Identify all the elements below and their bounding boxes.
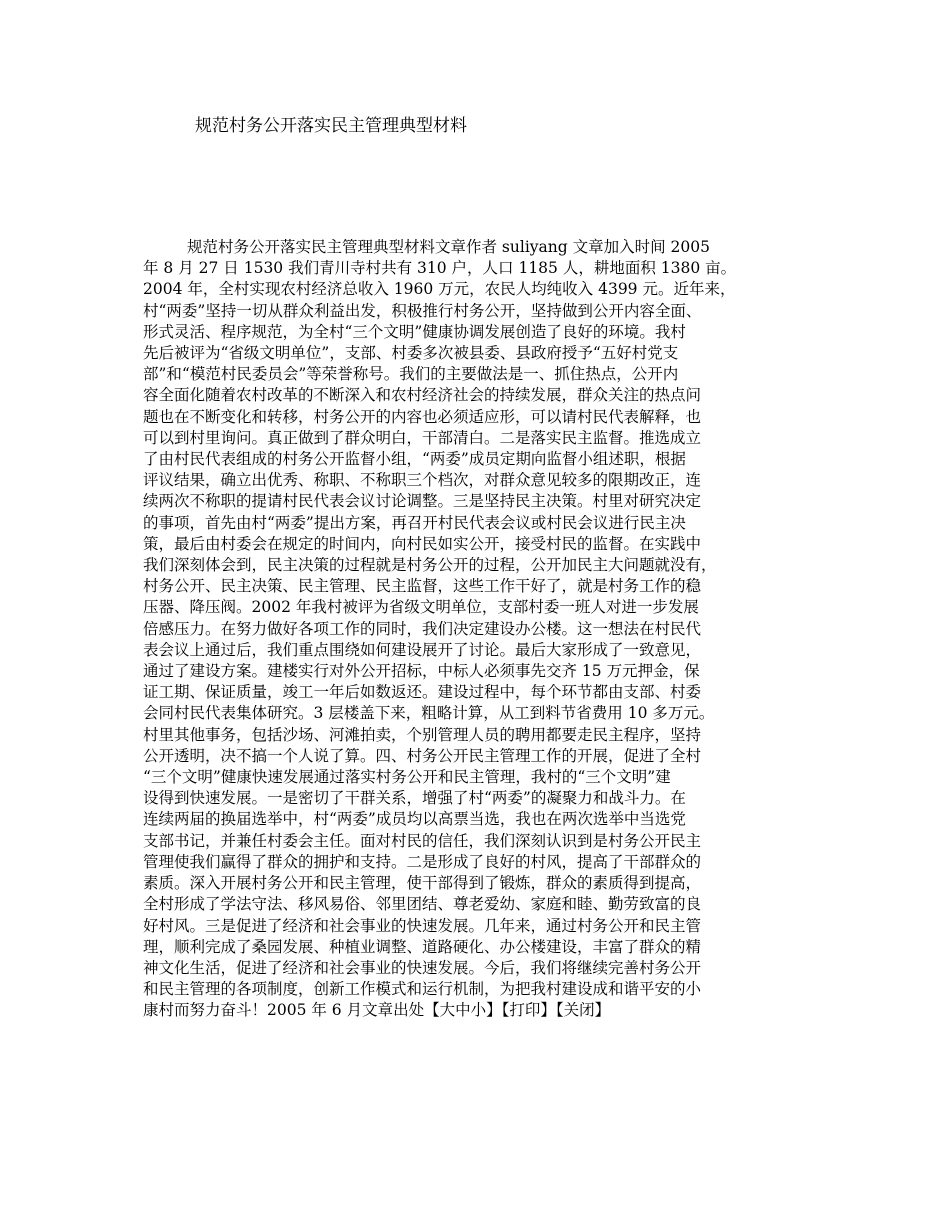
body-line: 村“两委”坚持一切从群众利益出发，积极推行村务公开，坚持做到公开内容全面、 [143, 301, 702, 320]
body-line: 全村形成了学法守法、移风易俗、邻里团结、尊老爱幼、家庭和睦、勤劳致富的良 [143, 895, 702, 914]
document-body [143, 237, 823, 1022]
body-line: 规范村务公开落实民主管理典型材料文章作者 suliyang 文章加入时间 2005 [187, 238, 710, 256]
body-line: 村里其他事务，包括沙场、河滩拍卖，个别管理人员的聘用都要走民主程序，坚持 [143, 725, 702, 744]
body-line: 容全面化随着农村改革的不断深入和农村经济社会的持续发展，群众关注的热点问 [143, 386, 702, 405]
body-line: 证工期、保证质量，竣工一年后如数返还。建设过程中，每个环节都由支部、村委 [143, 683, 702, 702]
body-line: 会同村民代表集体研究。3 层楼盖下来，粗略计算，从工到料节省费用 10 多万元。 [143, 704, 715, 723]
body-line: 的事项，首先由村“两委”提出方案，再召开村民代表会议或村民会议进行民主决 [143, 513, 686, 532]
body-line: 了由村民代表组成的村务公开监督小组，“两委”成员定期向监督小组述职，根据 [143, 450, 686, 469]
body-line: 压器、降压阀。2002 年我村被评为省级文明单位，支部村委一班人对进一步发展 [143, 598, 699, 617]
body-line: 好村风。三是促进了经济和社会事业的快速发展。几年来，通过村务公开和民主管 [143, 916, 702, 935]
body-line: 理，顺利完成了桑园发展、种植业调整、道路硬化、办公楼建设，丰富了群众的精 [143, 937, 702, 956]
body-line: 部”和“模范村民委员会”等荣誉称号。我们的主要做法是一、抓住热点，公开内 [143, 365, 679, 384]
body-line: 支部书记，并兼任村委会主任。面对村民的信任，我们深刻认识到是村务公开民主 [143, 831, 702, 850]
body-line: 先后被评为“省级文明单位”，支部、村委多次被县委、县政府授予“五好村党支 [143, 344, 679, 363]
body-line: 村务公开、民主决策、民主管理、民主监督，这些工作干好了，就是村务工作的稳 [143, 577, 702, 596]
body-line: 康村而努力奋斗！2005 年 6 月文章出处【大中小】【打印】【关闭】 [143, 1001, 611, 1020]
body-line: 策，最后由村委会在规定的时间内，向村民如实公开，接受村民的监督。在实践中 [143, 534, 702, 553]
body-line: 设得到快速发展。一是密切了干群关系，增强了村“两委”的凝聚力和战斗力。在 [143, 789, 686, 808]
document-title: 规范村务公开落实民主管理典型材料 [195, 116, 467, 136]
body-line: “三个文明”健康快速发展通过落实村务公开和民主管理，我村的“三个文明”建 [143, 768, 671, 787]
body-line: 2004 年，全村实现农村经济总收入 1960 万元，农民人均纯收入 4399 元。近年来， [143, 280, 736, 299]
body-line: 可以到村里询问。真正做到了群众明白，干部清白。二是落实民主监督。推选成立 [143, 428, 702, 447]
body-line: 年 8 月 27 日 1530 我们青川寺村共有 310 户，人口 1185 人，耕地面积 1380 亩。 [143, 259, 737, 278]
body-line: 管理使我们赢得了群众的拥护和支持。二是形成了良好的村风，提高了干部群众的 [143, 852, 702, 871]
body-line: 素质。深入开展村务公开和民主管理，使干部得到了锻炼，群众的素质得到提高， [143, 874, 702, 893]
body-line: 和民主管理的各项制度，创新工作模式和运行机制，为把我村建设成和谐平安的小 [143, 980, 702, 999]
body-line: 倍感压力。在努力做好各项工作的同时，我们决定建设办公楼。这一想法在村民代 [143, 619, 702, 638]
body-line: 通过了建设方案。建楼实行对外公开招标，中标人必须事先交齐 15 万元押金，保 [143, 662, 700, 681]
body-line: 续两次不称职的提请村民代表会议讨论调整。三是坚持民主决策。村里对研究决定 [143, 492, 702, 511]
body-line: 神文化生活，促进了经济和社会事业的快速发展。今后，我们将继续完善村务公开 [143, 958, 702, 977]
body-line: 表会议上通过后，我们重点围绕如何建设展开了讨论。最后大家形成了一致意见， [143, 640, 702, 659]
body-line: 公开透明，决不搞一个人说了算。四、村务公开民主管理工作的开展，促进了全村 [143, 746, 702, 765]
body-line: 题也在不断变化和转移，村务公开的内容也必须适应形，可以请村民代表解释，也 [143, 407, 702, 426]
body-line: 我们深刻体会到，民主决策的过程就是村务公开的过程，公开加民主大问题就没有， [143, 556, 717, 575]
body-line: 形式灵活、程序规范，为全村“三个文明”健康协调发展创造了良好的环境。我村 [143, 322, 686, 341]
body-line: 评议结果，确立出优秀、称职、不称职三个档次，对群众意见较多的限期改正，连 [143, 471, 702, 490]
body-line: 连续两届的换届选举中，村“两委”成员均以高票当选，我也在两次选举中当选党 [143, 810, 686, 829]
